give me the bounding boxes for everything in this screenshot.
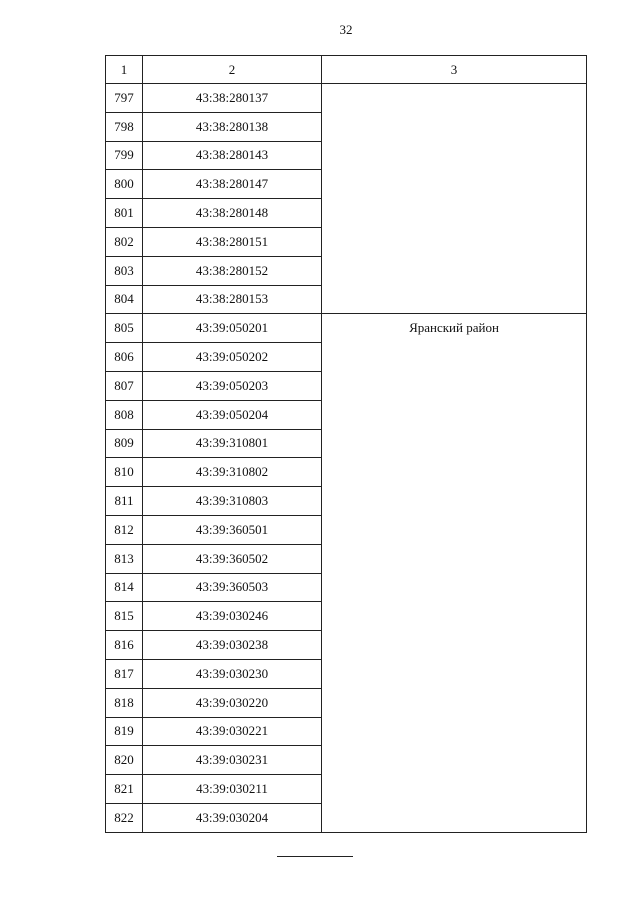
cadastral-code: 43:38:280143 [143,141,322,170]
row-number: 817 [106,659,143,688]
row-number: 799 [106,141,143,170]
cadastral-code: 43:39:360501 [143,515,322,544]
row-number: 812 [106,515,143,544]
cadastral-code: 43:39:030246 [143,602,322,631]
row-number: 808 [106,400,143,429]
table-body [106,84,587,833]
row-number: 800 [106,170,143,199]
row-number: 816 [106,631,143,660]
cadastral-table [105,55,587,833]
row-number: 811 [106,487,143,516]
cadastral-code: 43:38:280147 [143,170,322,199]
cadastral-code: 43:39:030220 [143,688,322,717]
row-number: 822 [106,803,143,832]
row-number: 819 [106,717,143,746]
row-number: 806 [106,343,143,372]
cadastral-code: 43:39:050201 [143,314,322,343]
cadastral-code: 43:38:280137 [143,84,322,113]
row-number: 807 [106,371,143,400]
cadastral-code: 43:38:280138 [143,112,322,141]
cadastral-code: 43:39:030221 [143,717,322,746]
table-row [106,84,587,113]
row-number: 804 [106,285,143,314]
end-divider [277,856,353,857]
row-number: 805 [106,314,143,343]
region-name [322,84,586,90]
region-name: Яранский район [409,320,499,336]
row-number: 798 [106,112,143,141]
table-row [106,314,587,343]
region-cell [322,84,587,314]
cadastral-code: 43:38:280153 [143,285,322,314]
cadastral-code: 43:39:050202 [143,343,322,372]
row-number: 802 [106,227,143,256]
cadastral-code: 43:39:360502 [143,544,322,573]
cadastral-code: 43:38:280148 [143,199,322,228]
cadastral-code: 43:39:030211 [143,775,322,804]
cadastral-code: 43:39:310801 [143,429,322,458]
row-number: 814 [106,573,143,602]
cadastral-code: 43:38:280152 [143,256,322,285]
page-number: 32 [339,22,353,37]
cadastral-code: 43:38:280151 [143,227,322,256]
cadastral-code: 43:39:310803 [143,487,322,516]
cadastral-code: 43:39:310802 [143,458,322,487]
cadastral-code: 43:39:030231 [143,746,322,775]
row-number: 803 [106,256,143,285]
cadastral-code: 43:39:050203 [143,371,322,400]
row-number: 809 [106,429,143,458]
row-number: 818 [106,688,143,717]
region-cell [322,314,587,832]
table-header [106,56,587,84]
header-row [106,56,587,84]
row-number: 813 [106,544,143,573]
cadastral-code: 43:39:030238 [143,631,322,660]
header-col-1: 1 [106,56,143,84]
row-number: 797 [106,84,143,113]
cadastral-code: 43:39:030204 [143,803,322,832]
row-number: 801 [106,199,143,228]
header-col-3: 3 [322,56,587,84]
row-number: 810 [106,458,143,487]
cadastral-code: 43:39:360503 [143,573,322,602]
cadastral-code: 43:39:050204 [143,400,322,429]
row-number: 815 [106,602,143,631]
cadastral-code: 43:39:030230 [143,659,322,688]
row-number: 821 [106,775,143,804]
row-number: 820 [106,746,143,775]
header-col-2: 2 [143,56,322,84]
